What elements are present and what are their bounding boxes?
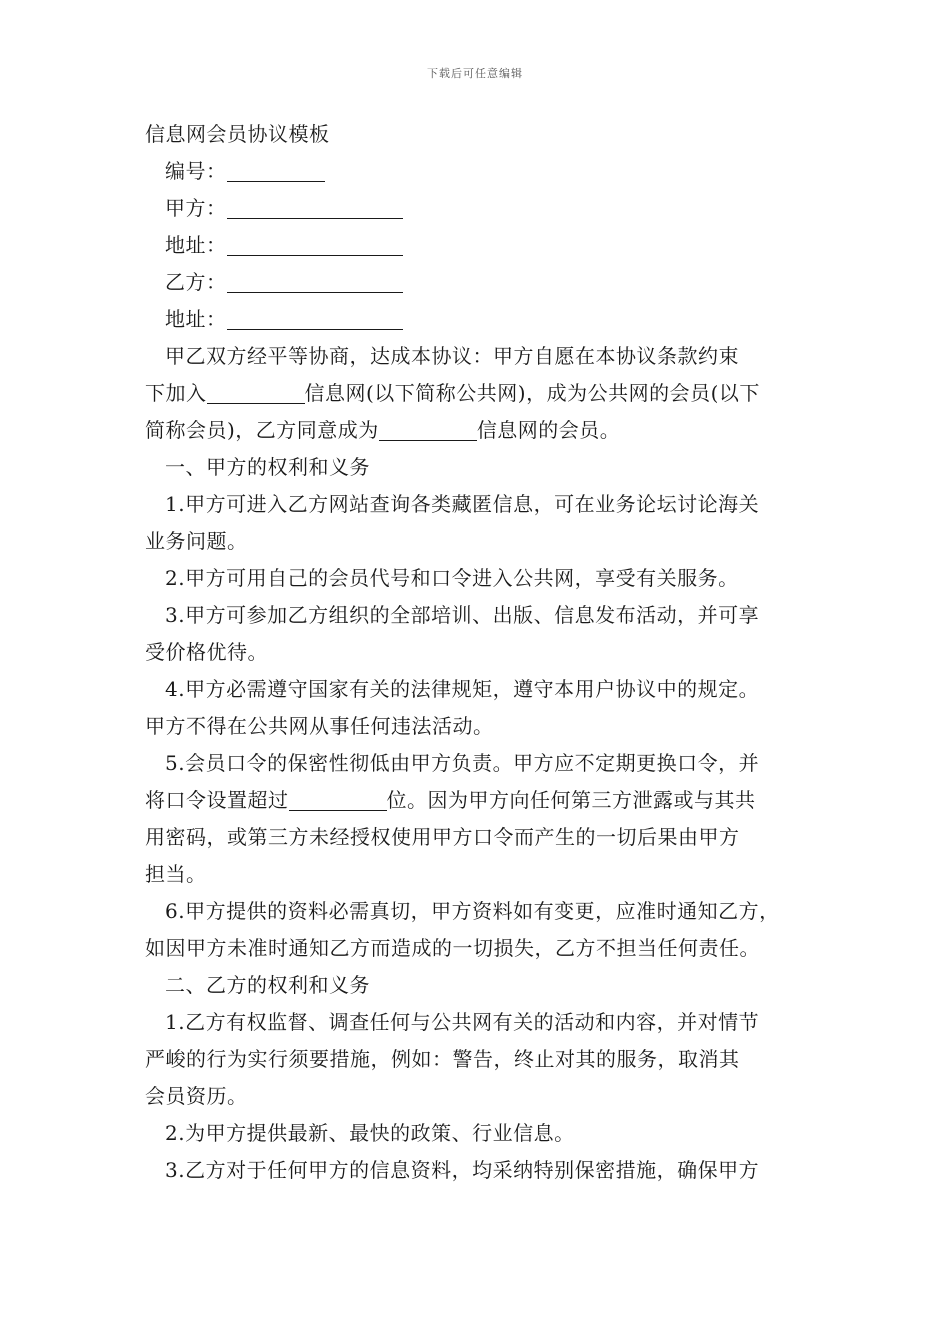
address-a-field <box>145 227 810 264</box>
clause-text: 担当。 <box>145 862 207 886</box>
clause-text: 1.甲方可进入乙方网站查询各类藏匿信息，可在业务论坛讨论海关 <box>165 492 760 516</box>
intro-text: 下加入 <box>145 381 207 405</box>
network-name-blank <box>379 418 477 441</box>
address-b-blank <box>227 307 403 330</box>
clause-text: 3.甲方可参加乙方组织的全部培训、出版、信息发布活动，并可享 <box>165 603 760 627</box>
clause-line <box>145 782 810 819</box>
clause-text: 5.会员口令的保密性彻低由甲方负责。甲方应不定期更换口令，并 <box>165 751 760 775</box>
clause-text: 4.甲方必需遵守国家有关的法律规矩，遵守本用户协议中的规定。 <box>165 677 760 701</box>
document-title: 信息网会员协议模板 <box>145 122 330 146</box>
password-length-blank <box>289 788 387 811</box>
address-a-label: 地址： <box>165 233 227 257</box>
section-1-heading: 一、甲方的权利和义务 <box>165 455 370 479</box>
section-2-heading: 二、乙方的权利和义务 <box>165 973 370 997</box>
party-a-field <box>145 190 810 227</box>
clause-text: 1.乙方有权监督、调查任何与公共网有关的活动和内容，并对情节 <box>165 1010 760 1034</box>
number-blank <box>227 159 325 182</box>
clause-text: 2.甲方可用自己的会员代号和口令进入公共网，享受有关服务。 <box>165 566 739 590</box>
clause-text: 2.为甲方提供最新、最快的政策、行业信息。 <box>165 1121 575 1145</box>
intro-line-3 <box>145 412 810 449</box>
clause-text: 将口令设置超过 <box>145 788 289 812</box>
party-b-field <box>145 264 810 301</box>
clause-text: 3.乙方对于任何甲方的信息资料，均采纳特别保密措施，确保甲方 <box>165 1158 760 1182</box>
header-note: 下载后可任意编辑 <box>427 67 523 80</box>
number-field <box>145 153 810 190</box>
clause-text: 业务问题。 <box>145 529 248 553</box>
party-b-blank <box>227 270 403 293</box>
document-body <box>145 116 810 1189</box>
intro-text: 简称会员)，乙方同意成为 <box>145 418 379 442</box>
intro-text: 信息网的会员。 <box>476 418 621 442</box>
intro-text: 信息网(以下简称公共网)，成为公共网的会员(以下 <box>304 381 760 405</box>
number-label: 编号： <box>165 159 227 183</box>
clause-text: 位。因为甲方向任何第三方泄露或与其共 <box>386 788 756 812</box>
clause-text: 会员资历。 <box>145 1084 248 1108</box>
clause-text: 用密码，或第三方未经授权使用甲方口令而产生的一切后果由甲方 <box>145 825 740 849</box>
clause-text: 如因甲方未准时通知乙方而造成的一切损失，乙方不担当任何责任。 <box>145 936 760 960</box>
address-b-label: 地址： <box>165 307 227 331</box>
clause-text: 受价格优待。 <box>145 640 268 664</box>
clause-text: 严峻的行为实行须要措施，例如：警告，终止对其的服务，取消其 <box>145 1047 740 1071</box>
clause-text: 甲方不得在公共网从事任何违法活动。 <box>145 714 494 738</box>
party-a-blank <box>227 196 403 219</box>
network-name-blank <box>207 381 305 404</box>
address-a-blank <box>227 233 403 256</box>
intro-line-1: 甲乙双方经平等协商，达成本协议：甲方自愿在本协议条款约束 <box>165 344 739 368</box>
party-b-label: 乙方： <box>165 270 227 294</box>
intro-line-2 <box>145 375 810 412</box>
clause-text: 6.甲方提供的资料必需真切，甲方资料如有变更，应准时通知乙方， <box>165 899 780 923</box>
party-a-label: 甲方： <box>165 196 227 220</box>
address-b-field <box>145 301 810 338</box>
